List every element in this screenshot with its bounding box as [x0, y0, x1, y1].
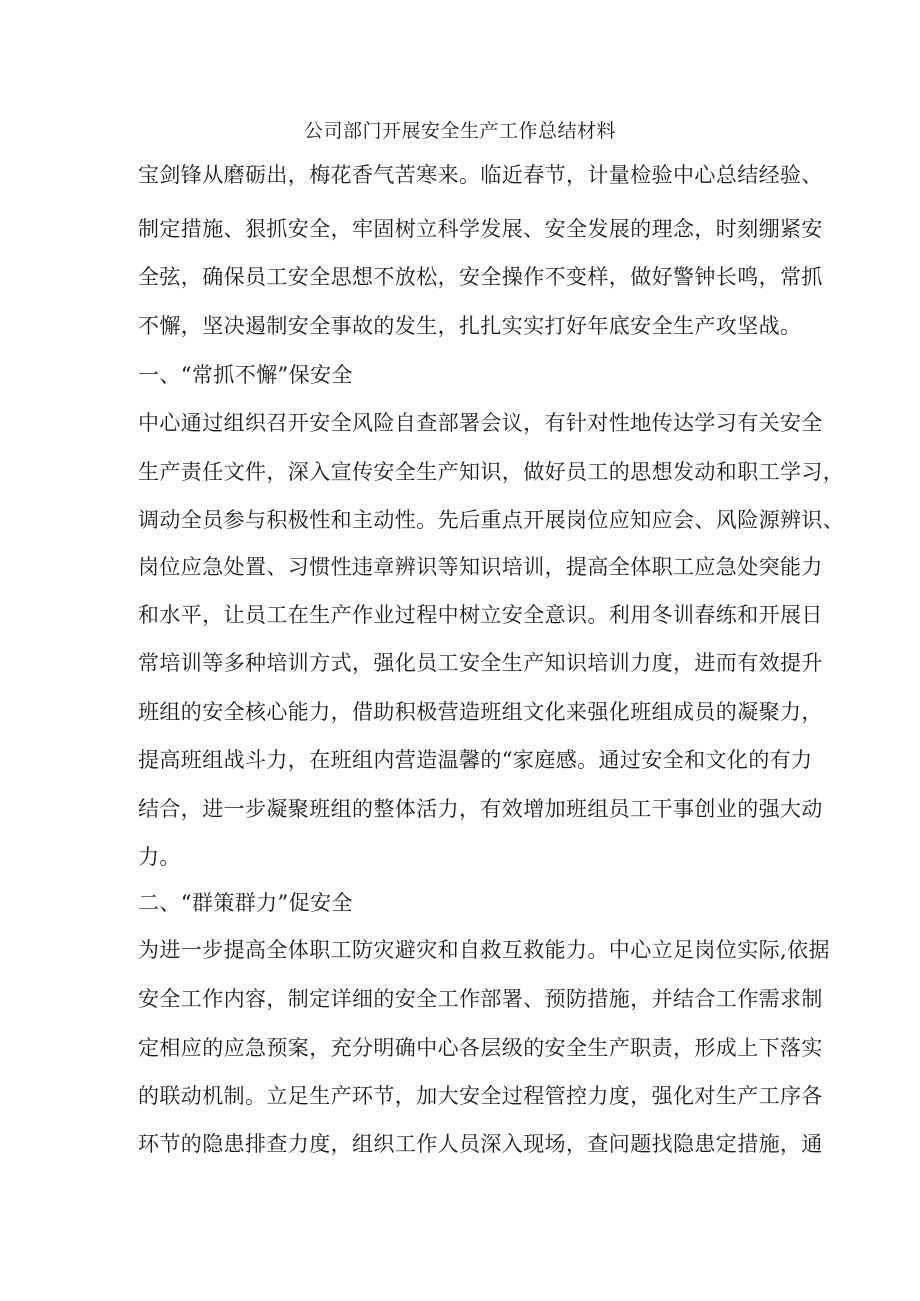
body-line-19: 定相应的应急预案，充分明确中心各层级的安全生产职责，形成上下落实 — [138, 1036, 823, 1060]
body-line-18: 安全工作内容，制定详细的安全工作部署、预防措施，并结合工作需求制 — [138, 987, 823, 1011]
body-line-17: 为进一步提高全体职工防灾避灾和自救互救能力。中心立足岗位实际,依据 — [138, 938, 830, 962]
section-heading-2: 二、“群策群力”促安全 — [138, 891, 353, 915]
body-line-15: 力。 — [138, 845, 181, 869]
body-line-3: 全弦，确保员工安全思想不放松，安全操作不变样，做好警钟长鸣，常抓 — [138, 265, 823, 289]
body-line-20: 的联动机制。立足生产环节，加大安全过程管控力度，强化对生产工序各 — [138, 1084, 823, 1108]
body-line-1: 宝剑锋从磨砺出，梅花香气苦寒来。临近春节，计量检验中心总结经验、 — [138, 163, 823, 187]
body-line-10: 和水平，让员工在生产作业过程中树立安全意识。利用冬训春练和开展日 — [138, 603, 823, 627]
body-line-21: 环节的隐患排查力度，组织工作人员深入现场，查问题找隐患定措施，通 — [138, 1132, 823, 1156]
body-line-7: 生产责任文件，深入宣传安全生产知识，做好员工的思想发动和职工学习， — [138, 460, 845, 484]
body-line-13: 提高班组战斗力，在班组内营造温馨的“家庭感。通过安全和文化的有力 — [138, 748, 813, 772]
body-line-14: 结合，进一步凝聚班组的整体活力，有效增加班组员工干事创业的强大动 — [138, 797, 823, 821]
body-line-6: 中心通过组织召开安全风险自查部署会议，有针对性地传达学习有关安全 — [138, 411, 823, 435]
section-heading-1: 一、“常抓不懈”保安全 — [138, 363, 353, 387]
body-line-4: 不懈，坚决遏制安全事故的发生，扎扎实实打好年底安全生产攻坚战。 — [138, 314, 802, 338]
body-line-8: 调动全员参与积极性和主动性。先后重点开展岗位应知应会、风险源辨识、 — [138, 508, 845, 532]
body-line-12: 班组的安全核心能力，借助积极营造班组文化来强化班组成员的凝聚力， — [138, 700, 823, 724]
body-line-11: 常培训等多种培训方式，强化员工安全生产知识培训力度，进而有效提升 — [138, 651, 823, 675]
body-line-2: 制定措施、狠抓安全，牢固树立科学发展、安全发展的理念，时刻绷紧安 — [138, 217, 823, 241]
document-title: 公司部门开展安全生产工作总结材料 — [303, 120, 616, 142]
body-line-9: 岗位应急处置、习惯性违章辨识等知识培训，提高全体职工应急处突能力 — [138, 555, 823, 579]
